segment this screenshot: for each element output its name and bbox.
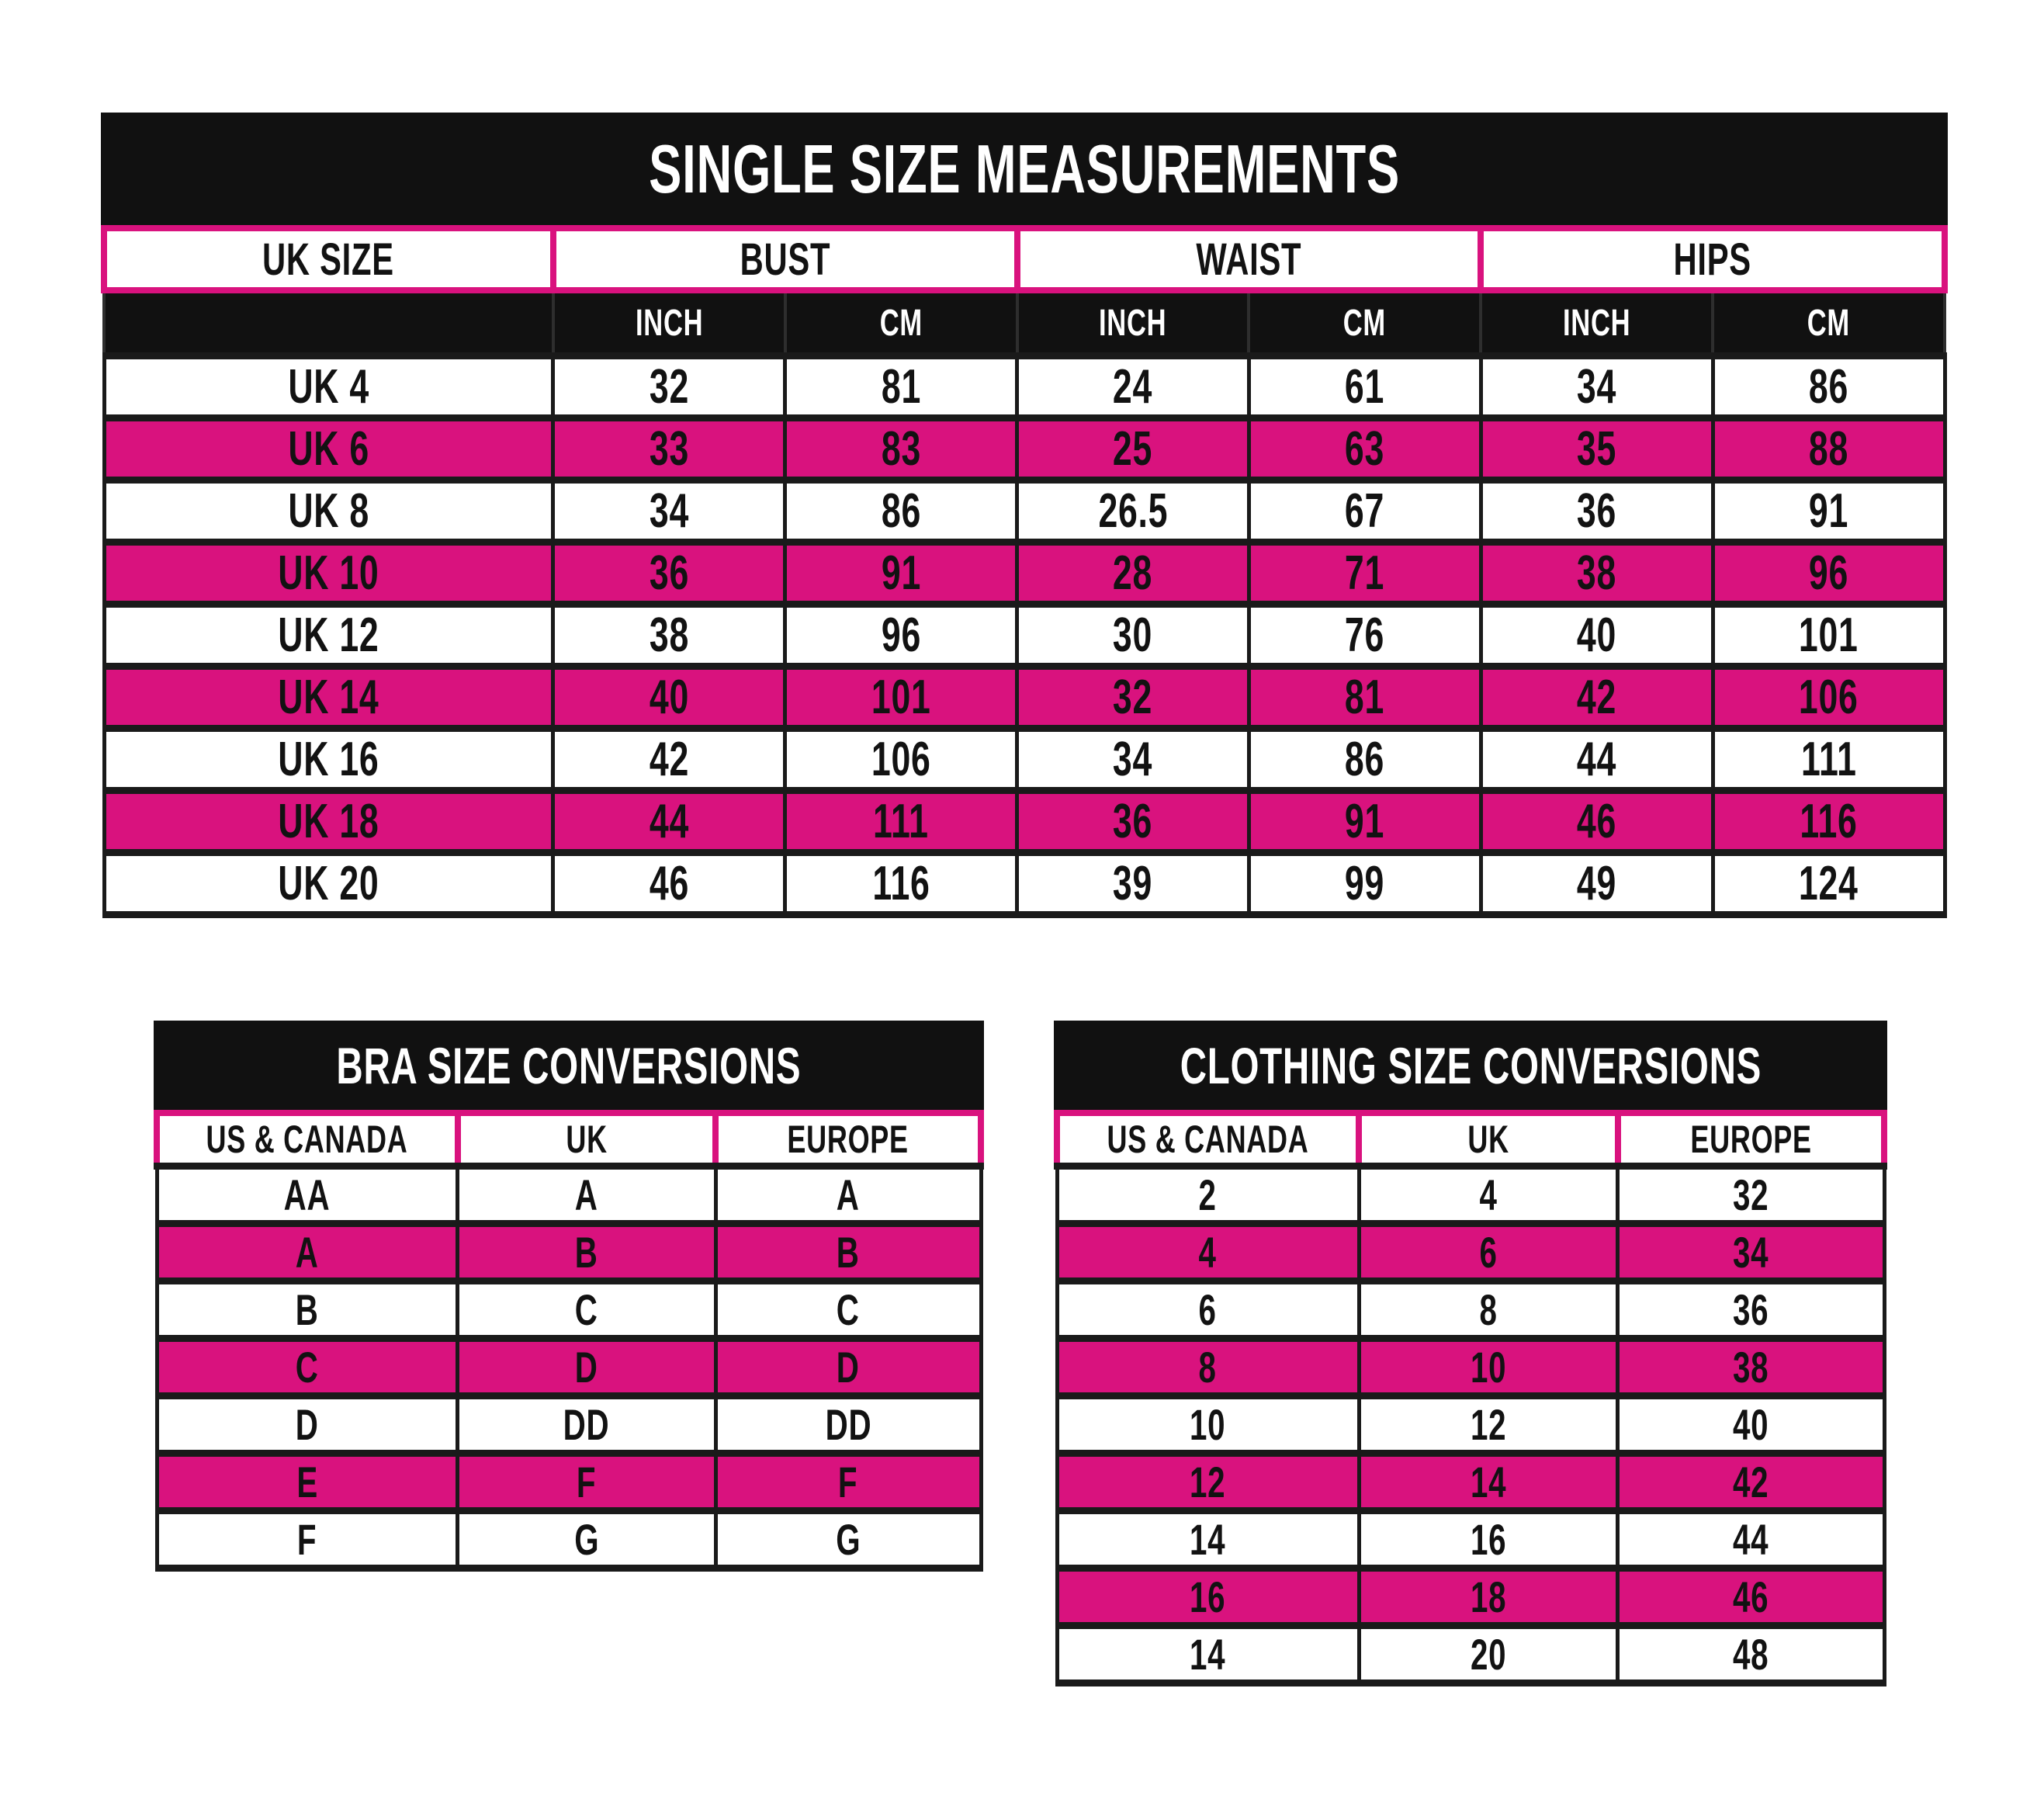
- group-header-row: [104, 228, 1945, 290]
- cell-text: 32: [1733, 1170, 1769, 1219]
- table-row: [1057, 1166, 1884, 1224]
- value-cell: [1713, 667, 1945, 729]
- value-cell: [1618, 1569, 1884, 1626]
- value-cell: [157, 1281, 458, 1339]
- clothing-header-europe: [1618, 1113, 1884, 1166]
- value-cell: [715, 1454, 981, 1511]
- value-cell: [1713, 356, 1945, 418]
- cell-text: 34: [1733, 1228, 1769, 1277]
- value-cell: [1359, 1626, 1618, 1683]
- value-cell: [1057, 1396, 1359, 1454]
- bra-title-bar: [154, 1021, 984, 1110]
- value-cell: [1057, 1454, 1359, 1511]
- value-cell: [1359, 1569, 1618, 1626]
- value-cell: [458, 1511, 715, 1569]
- value-cell: [1359, 1454, 1618, 1511]
- cell-text: 12: [1190, 1458, 1226, 1506]
- value-cell: [785, 605, 1017, 667]
- cell-text: UK 20: [278, 857, 379, 910]
- cell-text: 6: [1198, 1285, 1218, 1334]
- cell-text: 63: [1345, 422, 1385, 476]
- cell-text: 39: [1113, 857, 1153, 910]
- value-cell: [1618, 1339, 1884, 1396]
- cell-text: 99: [1345, 857, 1385, 910]
- value-cell: [1017, 543, 1249, 605]
- value-cell: [1481, 605, 1713, 667]
- cell-text: DD: [563, 1400, 610, 1449]
- cell-text: 44: [1733, 1515, 1769, 1564]
- table-row: [1057, 1396, 1884, 1454]
- table-row: [157, 1511, 981, 1569]
- single-size-measurements-section: [101, 113, 1948, 918]
- value-cell: [1249, 356, 1481, 418]
- value-cell: [553, 418, 785, 480]
- value-cell: [553, 853, 785, 915]
- cell-text: 91: [1808, 484, 1849, 538]
- row-label-cell: [104, 791, 553, 853]
- cell-text: 116: [1800, 795, 1858, 848]
- cell-text: 38: [1577, 546, 1617, 600]
- value-cell: [715, 1339, 981, 1396]
- clothing-header-uk: [1359, 1113, 1618, 1166]
- value-cell: [553, 791, 785, 853]
- cell-text: 10: [1190, 1400, 1226, 1449]
- table-row: [104, 543, 1945, 605]
- bra-size-conversions-section: [154, 1021, 984, 1572]
- value-cell: [1713, 418, 1945, 480]
- value-cell: [1618, 1454, 1884, 1511]
- unit-header-hips-inch: [1481, 290, 1713, 356]
- column-header-label: US & CANADA: [206, 1118, 408, 1161]
- cell-text: 40: [1733, 1400, 1769, 1449]
- value-cell: [458, 1396, 715, 1454]
- cell-text: 96: [881, 608, 921, 662]
- cell-text: A: [295, 1228, 319, 1277]
- cell-text: UK 4: [288, 360, 369, 414]
- group-header-label: UK SIZE: [262, 234, 395, 285]
- row-label-cell: [104, 729, 553, 791]
- cell-text: 30: [1113, 608, 1153, 662]
- cell-text: 101: [1799, 608, 1859, 662]
- row-label-cell: [104, 418, 553, 480]
- value-cell: [157, 1454, 458, 1511]
- cell-text: 42: [649, 733, 689, 786]
- cell-text: 20: [1470, 1630, 1507, 1679]
- cell-text: 88: [1808, 422, 1849, 476]
- cell-text: 38: [649, 608, 689, 662]
- value-cell: [553, 356, 785, 418]
- value-cell: [1057, 1569, 1359, 1626]
- cell-text: 86: [881, 484, 921, 538]
- group-header-label: HIPS: [1673, 234, 1752, 285]
- column-header-label: EUROPE: [787, 1118, 909, 1161]
- single-size-rows: [104, 356, 1945, 915]
- group-header-waist: [1017, 228, 1481, 290]
- table-row: [104, 729, 1945, 791]
- table-row: [157, 1454, 981, 1511]
- group-header-bust: [553, 228, 1017, 290]
- value-cell: [1057, 1281, 1359, 1339]
- table-row: [157, 1396, 981, 1454]
- value-cell: [1359, 1281, 1618, 1339]
- cell-text: 10: [1470, 1343, 1507, 1392]
- cell-text: 48: [1733, 1630, 1769, 1679]
- single-size-title-bar: [101, 113, 1948, 225]
- cell-text: UK 6: [288, 422, 369, 476]
- single-size-table: [101, 225, 1948, 918]
- cell-text: 96: [1808, 546, 1849, 600]
- column-header-label: UK: [1467, 1118, 1509, 1161]
- table-row: [104, 667, 1945, 729]
- unit-header-label: INCH: [1562, 302, 1631, 344]
- cell-text: 36: [649, 546, 689, 600]
- unit-header-label: INCH: [635, 302, 703, 344]
- cell-text: 12: [1470, 1400, 1507, 1449]
- value-cell: [1481, 418, 1713, 480]
- bra-header-us-canada: [157, 1113, 458, 1166]
- cell-text: 91: [881, 546, 921, 600]
- cell-text: 116: [871, 857, 930, 910]
- table-row: [157, 1224, 981, 1281]
- value-cell: [1057, 1626, 1359, 1683]
- value-cell: [157, 1339, 458, 1396]
- value-cell: [1249, 605, 1481, 667]
- value-cell: [1481, 667, 1713, 729]
- column-header-label: UK: [566, 1118, 608, 1161]
- cell-text: E: [296, 1458, 318, 1506]
- cell-text: 33: [649, 422, 689, 476]
- cell-text: 91: [1345, 795, 1385, 848]
- cell-text: 42: [1733, 1458, 1769, 1506]
- table-row: [1057, 1626, 1884, 1683]
- value-cell: [1249, 729, 1481, 791]
- group-header-label: BUST: [740, 234, 830, 285]
- cell-text: 32: [649, 360, 689, 414]
- unit-header-waist-cm: [1249, 290, 1481, 356]
- row-label-cell: [104, 480, 553, 543]
- unit-header-bust-inch: [553, 290, 785, 356]
- value-cell: [553, 543, 785, 605]
- cell-text: DD: [825, 1400, 871, 1449]
- value-cell: [785, 853, 1017, 915]
- value-cell: [715, 1281, 981, 1339]
- row-label-cell: [104, 356, 553, 418]
- value-cell: [1481, 356, 1713, 418]
- value-cell: [1618, 1224, 1884, 1281]
- cell-text: 8: [1479, 1285, 1498, 1334]
- cell-text: 106: [1799, 671, 1859, 724]
- table-row: [104, 853, 1945, 915]
- cell-text: 24: [1113, 360, 1153, 414]
- value-cell: [785, 791, 1017, 853]
- clothing-size-rows: [1057, 1166, 1884, 1683]
- cell-text: UK 18: [278, 795, 379, 848]
- unit-header-label: CM: [1807, 302, 1851, 344]
- cell-text: UK 10: [278, 546, 379, 600]
- value-cell: [1057, 1224, 1359, 1281]
- cell-text: 111: [873, 795, 929, 848]
- value-cell: [715, 1396, 981, 1454]
- value-cell: [553, 729, 785, 791]
- unit-header-label: INCH: [1099, 302, 1167, 344]
- value-cell: [1249, 853, 1481, 915]
- cell-text: UK 8: [288, 484, 369, 538]
- cell-text: B: [295, 1285, 319, 1334]
- cell-text: A: [574, 1170, 598, 1219]
- value-cell: [1618, 1396, 1884, 1454]
- cell-text: C: [574, 1285, 598, 1334]
- value-cell: [1359, 1166, 1618, 1224]
- table-row: [1057, 1224, 1884, 1281]
- cell-text: 111: [1800, 733, 1857, 786]
- unit-header-label: CM: [1343, 302, 1387, 344]
- value-cell: [715, 1511, 981, 1569]
- cell-text: 36: [1577, 484, 1617, 538]
- cell-text: 42: [1577, 671, 1617, 724]
- cell-text: 2: [1198, 1170, 1218, 1219]
- value-cell: [157, 1511, 458, 1569]
- value-cell: [553, 480, 785, 543]
- value-cell: [1359, 1224, 1618, 1281]
- value-cell: [785, 729, 1017, 791]
- value-cell: [157, 1224, 458, 1281]
- value-cell: [553, 605, 785, 667]
- unit-header-empty-cell: [104, 290, 553, 356]
- cell-text: A: [837, 1170, 860, 1219]
- value-cell: [785, 356, 1017, 418]
- value-cell: [715, 1166, 981, 1224]
- value-cell: [1057, 1511, 1359, 1569]
- cell-text: C: [295, 1343, 319, 1392]
- cell-text: 46: [1577, 795, 1617, 848]
- cell-text: D: [837, 1343, 860, 1392]
- cell-text: 81: [1345, 671, 1385, 724]
- cell-text: 83: [881, 422, 921, 476]
- row-label-cell: [104, 543, 553, 605]
- cell-text: UK 14: [278, 671, 379, 724]
- table-row: [157, 1281, 981, 1339]
- value-cell: [1017, 791, 1249, 853]
- single-size-title: SINGLE SIZE MEASUREMENTS: [649, 130, 1400, 207]
- value-cell: [1249, 480, 1481, 543]
- value-cell: [1481, 853, 1713, 915]
- unit-header-label: CM: [879, 302, 923, 344]
- cell-text: 14: [1470, 1458, 1507, 1506]
- column-header-label: EUROPE: [1690, 1118, 1812, 1161]
- cell-text: 61: [1345, 360, 1385, 414]
- cell-text: 14: [1190, 1515, 1226, 1564]
- row-label-cell: [104, 853, 553, 915]
- row-label-cell: [104, 667, 553, 729]
- cell-text: 71: [1345, 546, 1385, 600]
- group-header-label: WAIST: [1196, 234, 1302, 285]
- cell-text: 44: [649, 795, 689, 848]
- cell-text: 46: [649, 857, 689, 910]
- value-cell: [458, 1281, 715, 1339]
- unit-header-hips-cm: [1713, 290, 1945, 356]
- table-row: [104, 480, 1945, 543]
- cell-text: 4: [1198, 1228, 1218, 1277]
- cell-text: 76: [1345, 608, 1385, 662]
- value-cell: [1713, 791, 1945, 853]
- bra-header-europe: [715, 1113, 981, 1166]
- bra-title: BRA SIZE CONVERSIONS: [336, 1036, 802, 1094]
- unit-header-bust-cm: [785, 290, 1017, 356]
- value-cell: [785, 480, 1017, 543]
- bra-size-table: [154, 1110, 984, 1572]
- cell-text: 14: [1190, 1630, 1226, 1679]
- value-cell: [1017, 605, 1249, 667]
- value-cell: [1017, 356, 1249, 418]
- table-row: [104, 791, 1945, 853]
- value-cell: [458, 1224, 715, 1281]
- cell-text: 16: [1190, 1572, 1226, 1621]
- table-row: [1057, 1511, 1884, 1569]
- group-header-hips: [1481, 228, 1945, 290]
- group-header-uk-size: [104, 228, 553, 290]
- value-cell: [1057, 1339, 1359, 1396]
- bra-header-row: [157, 1113, 981, 1166]
- table-row: [1057, 1281, 1884, 1339]
- value-cell: [1359, 1396, 1618, 1454]
- cell-text: 34: [649, 484, 689, 538]
- column-header-label: US & CANADA: [1107, 1118, 1309, 1161]
- unit-header-waist-inch: [1017, 290, 1249, 356]
- cell-text: 16: [1470, 1515, 1507, 1564]
- cell-text: F: [838, 1458, 858, 1506]
- value-cell: [1481, 729, 1713, 791]
- cell-text: 25: [1113, 422, 1153, 476]
- cell-text: 34: [1113, 733, 1153, 786]
- clothing-header-us-canada: [1057, 1113, 1359, 1166]
- value-cell: [458, 1454, 715, 1511]
- cell-text: 40: [1577, 608, 1617, 662]
- value-cell: [785, 418, 1017, 480]
- table-row: [104, 356, 1945, 418]
- cell-text: 81: [881, 360, 921, 414]
- table-row: [1057, 1569, 1884, 1626]
- clothing-header-row: [1057, 1113, 1884, 1166]
- cell-text: 26.5: [1098, 484, 1168, 538]
- table-row: [157, 1339, 981, 1396]
- value-cell: [1618, 1511, 1884, 1569]
- cell-text: B: [837, 1228, 860, 1277]
- cell-text: G: [835, 1515, 861, 1564]
- value-cell: [1618, 1166, 1884, 1224]
- value-cell: [1017, 480, 1249, 543]
- cell-text: 36: [1733, 1285, 1769, 1334]
- cell-text: 86: [1345, 733, 1385, 786]
- value-cell: [1249, 791, 1481, 853]
- value-cell: [1017, 853, 1249, 915]
- value-cell: [1481, 480, 1713, 543]
- clothing-title-bar: [1054, 1021, 1887, 1110]
- clothing-size-conversions-section: [1054, 1021, 1887, 1686]
- value-cell: [1713, 729, 1945, 791]
- value-cell: [458, 1339, 715, 1396]
- value-cell: [458, 1166, 715, 1224]
- row-label-cell: [104, 605, 553, 667]
- bra-header-uk: [458, 1113, 715, 1166]
- cell-text: 106: [871, 733, 931, 786]
- cell-text: 4: [1479, 1170, 1498, 1219]
- value-cell: [1249, 667, 1481, 729]
- value-cell: [1359, 1511, 1618, 1569]
- cell-text: AA: [283, 1170, 331, 1219]
- cell-text: 8: [1198, 1343, 1218, 1392]
- value-cell: [1017, 729, 1249, 791]
- cell-text: 40: [649, 671, 689, 724]
- value-cell: [1713, 605, 1945, 667]
- value-cell: [1017, 418, 1249, 480]
- table-row: [157, 1166, 981, 1224]
- cell-text: UK 12: [278, 608, 379, 662]
- value-cell: [1713, 543, 1945, 605]
- value-cell: [1618, 1281, 1884, 1339]
- cell-text: 35: [1577, 422, 1617, 476]
- cell-text: F: [577, 1458, 597, 1506]
- value-cell: [1359, 1339, 1618, 1396]
- cell-text: 124: [1799, 857, 1859, 910]
- value-cell: [1249, 543, 1481, 605]
- value-cell: [553, 667, 785, 729]
- table-row: [1057, 1454, 1884, 1511]
- value-cell: [715, 1224, 981, 1281]
- cell-text: F: [297, 1515, 317, 1564]
- value-cell: [1017, 667, 1249, 729]
- cell-text: D: [574, 1343, 598, 1392]
- cell-text: G: [573, 1515, 599, 1564]
- table-row: [104, 605, 1945, 667]
- value-cell: [157, 1166, 458, 1224]
- value-cell: [1713, 480, 1945, 543]
- value-cell: [1713, 853, 1945, 915]
- cell-text: 44: [1577, 733, 1617, 786]
- cell-text: C: [837, 1285, 860, 1334]
- cell-text: B: [574, 1228, 598, 1277]
- bra-size-rows: [157, 1166, 981, 1569]
- clothing-size-table: [1054, 1110, 1887, 1686]
- cell-text: 32: [1113, 671, 1153, 724]
- cell-text: 49: [1577, 857, 1617, 910]
- cell-text: 86: [1808, 360, 1849, 414]
- value-cell: [157, 1396, 458, 1454]
- value-cell: [785, 667, 1017, 729]
- cell-text: 18: [1470, 1572, 1507, 1621]
- cell-text: 36: [1113, 795, 1153, 848]
- value-cell: [785, 543, 1017, 605]
- value-cell: [1057, 1166, 1359, 1224]
- value-cell: [1481, 791, 1713, 853]
- clothing-title: CLOTHING SIZE CONVERSIONS: [1180, 1036, 1762, 1094]
- cell-text: UK 16: [278, 733, 379, 786]
- cell-text: 67: [1345, 484, 1385, 538]
- unit-header-row: [104, 290, 1945, 356]
- cell-text: 28: [1113, 546, 1153, 600]
- cell-text: 6: [1479, 1228, 1498, 1277]
- value-cell: [1481, 543, 1713, 605]
- table-row: [104, 418, 1945, 480]
- cell-text: 38: [1733, 1343, 1769, 1392]
- cell-text: 46: [1733, 1572, 1769, 1621]
- cell-text: 34: [1577, 360, 1617, 414]
- cell-text: 101: [871, 671, 931, 724]
- table-row: [1057, 1339, 1884, 1396]
- value-cell: [1249, 418, 1481, 480]
- value-cell: [1618, 1626, 1884, 1683]
- cell-text: D: [295, 1400, 319, 1449]
